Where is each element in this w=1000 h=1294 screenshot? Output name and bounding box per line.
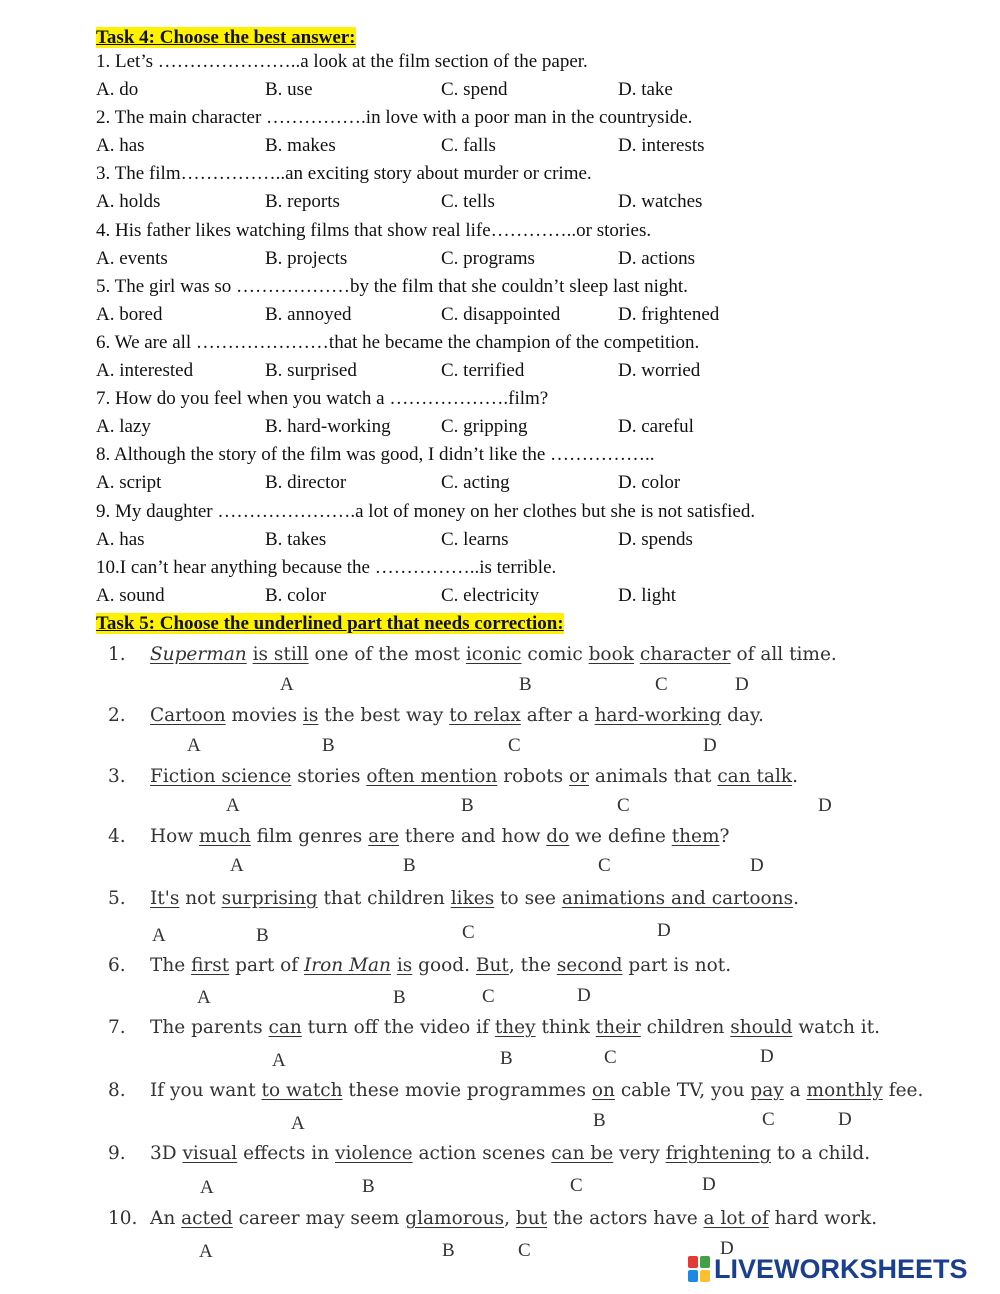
question-6-option-a[interactable]: A. interested <box>96 360 194 381</box>
task5-title: Task 5: Choose the underlined part that needs correction: <box>96 613 564 634</box>
plain-text: we define <box>569 826 672 847</box>
item-7-letter-c: C <box>604 1047 617 1068</box>
underlined-part-c[interactable]: their <box>595 1017 641 1038</box>
item-2-letter-a: A <box>187 735 201 756</box>
underlined-part-d[interactable]: a lot of <box>703 1208 769 1229</box>
question-10-option-a[interactable]: A. sound <box>96 584 165 606</box>
plain-text: effects in <box>237 1143 336 1164</box>
question-2: 2. The main character …………….in love with a poor man in the countryside. <box>96 107 693 129</box>
item-1-letter-a: A <box>280 674 294 695</box>
item-6-letter-a: A <box>197 987 211 1008</box>
plain-text: movies <box>225 705 303 726</box>
question-1: 1. Let’s …………………..a look at the film section of the paper. <box>96 51 588 72</box>
underlined-part-d[interactable]: But <box>475 955 509 976</box>
item-2-letter-c: C <box>508 735 521 756</box>
question-7: 7. How do you feel when you watch a ……………….film? <box>96 388 549 410</box>
underlined-part-b[interactable]: glamorous <box>405 1208 505 1229</box>
plain-text: not <box>179 888 222 909</box>
question-2-option-d[interactable]: D. interests <box>618 135 705 157</box>
question-3-option-d[interactable]: D. watches <box>618 191 703 213</box>
underlined-part-a[interactable]: acted <box>181 1208 233 1229</box>
plain-text: one of the most <box>308 644 466 665</box>
plain-text: to see <box>494 888 562 909</box>
underlined-part-b[interactable]: are <box>368 826 399 847</box>
plain-text: The parents <box>150 1017 269 1038</box>
question-4-option-b[interactable]: B. projects <box>265 247 348 269</box>
plain-text: , the <box>508 955 557 976</box>
plain-text: the actors have <box>547 1208 704 1229</box>
plain-text: these movie programmes <box>342 1080 592 1101</box>
underlined-part-b[interactable]: Iron Man <box>304 955 391 976</box>
item-9-letter-a: A <box>200 1177 214 1198</box>
item-7-letter-b: B <box>500 1048 513 1069</box>
item-9-letter-b: B <box>362 1176 375 1197</box>
plain-text: the best way <box>318 705 450 726</box>
plain-text: a <box>783 1080 807 1101</box>
underlined-part-c[interactable]: is <box>396 955 413 976</box>
plain-text: ? <box>719 826 730 847</box>
plain-text: think <box>535 1017 596 1038</box>
underlined-part-undefined[interactable]: second <box>556 955 623 976</box>
question-6-option-d[interactable]: D. worried <box>618 360 701 381</box>
underlined-part-undefined[interactable]: character <box>639 644 731 665</box>
item-1-letter-d: D <box>735 674 749 695</box>
logo-icon <box>688 1256 710 1282</box>
error-item-8 <box>108 1078 923 1104</box>
question-8: 8. Although the story of the film was good, I didn’t like the …………….. <box>96 444 655 466</box>
item-number: 3. <box>108 766 126 787</box>
question-3-option-a[interactable]: A. holds <box>96 191 161 213</box>
item-8-letter-c: C <box>762 1109 775 1130</box>
item-2-letter-d: D <box>703 735 717 756</box>
item-6-letter-c: C <box>482 986 495 1007</box>
question-2-option-a[interactable]: A. has <box>96 135 145 157</box>
question-4-option-a[interactable]: A. events <box>96 247 168 269</box>
plain-text: after a <box>520 705 595 726</box>
item-5-letter-b: B <box>256 925 269 946</box>
underlined-part-b[interactable]: they <box>494 1017 536 1038</box>
error-item-4 <box>108 824 729 850</box>
item-5-letter-a: A <box>152 925 166 946</box>
question-7-option-c[interactable]: C. gripping <box>441 416 528 438</box>
plain-text: The <box>150 955 192 976</box>
plain-text: . <box>792 766 798 787</box>
underlined-part-c[interactable]: do <box>546 826 570 847</box>
question-6: 6. We are all …………………that he became the champion of the competition. <box>96 332 700 353</box>
underlined-part-d[interactable]: monthly <box>806 1080 883 1101</box>
error-item-9 <box>108 1141 870 1167</box>
question-2-option-b[interactable]: B. makes <box>265 135 336 157</box>
item-10-letter-a: A <box>199 1241 213 1262</box>
item-9-letter-d: D <box>702 1174 716 1195</box>
plain-text: film genres <box>250 826 369 847</box>
question-10-option-c[interactable]: C. electricity <box>441 584 540 606</box>
underlined-part-d[interactable]: can talk <box>717 766 793 787</box>
item-9-letter-c: C <box>570 1175 583 1196</box>
underlined-part-d[interactable]: should <box>730 1017 793 1038</box>
plain-text: robots <box>497 766 570 787</box>
question-4-option-d[interactable]: D. actions <box>618 247 696 269</box>
underlined-part-d[interactable]: animations and cartoons <box>561 888 794 909</box>
plain-text: action scenes <box>412 1143 552 1164</box>
item-number: 9. <box>108 1143 126 1164</box>
underlined-part-a[interactable]: can <box>268 1017 302 1038</box>
plain-text: An <box>150 1208 182 1229</box>
item-4-letter-c: C <box>598 855 611 876</box>
question-9-option-b[interactable]: B. takes <box>265 528 327 550</box>
plain-text: cable TV, you <box>614 1080 751 1101</box>
item-10-letter-d: D <box>720 1238 734 1259</box>
plain-text: , <box>504 1208 516 1229</box>
question-7-option-d[interactable]: D. careful <box>618 416 694 438</box>
item-number: 5. <box>108 888 126 909</box>
question-1-option-c[interactable]: C. spend <box>441 79 508 100</box>
plain-text: fee. <box>882 1080 924 1101</box>
item-8-letter-a: A <box>291 1113 305 1134</box>
underlined-part-c[interactable]: but <box>515 1208 548 1229</box>
underlined-part-c[interactable]: to relax <box>449 705 521 726</box>
item-number: 10. <box>108 1208 138 1229</box>
item-5-letter-c: C <box>462 922 475 943</box>
underlined-part-b[interactable]: surprising <box>221 888 318 909</box>
question-3-option-b[interactable]: B. reports <box>265 191 340 213</box>
plain-text: that children <box>317 888 451 909</box>
question-9-option-c[interactable]: C. learns <box>441 528 509 550</box>
item-3-letter-b: B <box>461 795 474 816</box>
error-item-10 <box>108 1206 877 1232</box>
error-item-6 <box>108 953 731 979</box>
question-8-option-c[interactable]: C. acting <box>441 472 510 494</box>
plain-text: . <box>793 888 799 909</box>
question-10: 10.I can’t hear anything because the ……………..is terrible. <box>96 556 557 578</box>
question-5-option-d[interactable]: D. frightened <box>618 303 720 325</box>
question-6-option-b[interactable]: B. surprised <box>265 360 357 381</box>
underlined-part-a[interactable]: much <box>199 826 251 847</box>
item-4-letter-a: A <box>230 855 244 876</box>
underlined-part-d[interactable]: them <box>671 826 720 847</box>
question-9: 9. My daughter ………………….a lot of money on her clothes but she is not satisfied. <box>96 500 756 522</box>
question-1-option-b[interactable]: B. use <box>265 79 313 100</box>
question-8-option-d[interactable]: D. color <box>618 472 681 494</box>
item-5-letter-d: D <box>657 920 671 941</box>
item-7-letter-d: D <box>760 1046 774 1067</box>
item-6-letter-d: D <box>577 985 591 1006</box>
question-4-option-c[interactable]: C. programs <box>441 247 535 269</box>
plain-text: good. <box>412 955 476 976</box>
underlined-part-c[interactable]: likes <box>450 888 495 909</box>
question-3: 3. The film……………..an exciting story about murder or crime. <box>96 163 592 185</box>
underlined-part-c[interactable]: pay <box>750 1080 784 1101</box>
underlined-part-a[interactable]: first <box>191 955 230 976</box>
item-4-letter-d: D <box>750 855 764 876</box>
question-9-option-a[interactable]: A. has <box>96 528 145 550</box>
underlined-part-d[interactable]: book <box>588 644 634 665</box>
question-1-option-d[interactable]: D. take <box>618 79 673 100</box>
question-7-option-a[interactable]: A. lazy <box>96 416 151 438</box>
underlined-part-a[interactable]: to watch <box>261 1080 343 1101</box>
item-8-letter-b: B <box>593 1110 606 1131</box>
question-8-option-a[interactable]: A. script <box>96 472 162 494</box>
plain-text: 3D <box>150 1143 183 1164</box>
error-item-3 <box>108 764 798 790</box>
plain-text: day. <box>721 705 764 726</box>
item-1-letter-b: B <box>519 674 532 695</box>
item-3-letter-a: A <box>226 795 240 816</box>
underlined-part-b[interactable]: is still <box>252 644 309 665</box>
question-1-option-a[interactable]: A. do <box>96 79 139 100</box>
underlined-part-b[interactable]: is <box>302 705 319 726</box>
question-8-option-b[interactable]: B. director <box>265 472 347 494</box>
underlined-part-a[interactable]: visual <box>182 1143 238 1164</box>
underlined-part-c[interactable]: can be <box>551 1143 614 1164</box>
question-5: 5. The girl was so ………………by the film that she couldn’t sleep last night. <box>96 275 688 297</box>
plain-text: comic <box>521 644 589 665</box>
underlined-part-d[interactable]: frightening <box>665 1143 772 1164</box>
plain-text: part is not. <box>622 955 732 976</box>
plain-text: there and how <box>399 826 547 847</box>
question-5-option-c[interactable]: C. disappointed <box>441 303 561 325</box>
question-10-option-b[interactable]: B. color <box>265 584 327 606</box>
question-9-option-d[interactable]: D. spends <box>618 528 693 550</box>
error-item-2 <box>108 703 764 729</box>
error-item-1 <box>108 642 837 668</box>
question-7-option-b[interactable]: B. hard-working <box>265 416 391 438</box>
plain-text: part of <box>229 955 304 976</box>
item-number: 4. <box>108 826 126 847</box>
plain-text: How <box>150 826 199 847</box>
question-4: 4. His father likes watching films that show real life…………..or stories. <box>96 219 652 241</box>
item-6-letter-b: B <box>393 987 406 1008</box>
error-item-5 <box>108 886 799 912</box>
item-number: 2. <box>108 705 126 726</box>
plain-text: career may seem <box>232 1208 406 1229</box>
underlined-part-a[interactable]: It's <box>150 888 180 909</box>
item-2-letter-b: B <box>322 735 335 756</box>
underlined-part-a[interactable]: Cartoon <box>150 705 226 726</box>
plain-text: to a child. <box>771 1143 871 1164</box>
plain-text: turn off the video if <box>301 1017 495 1038</box>
plain-text: of all time. <box>730 644 837 665</box>
item-10-letter-b: B <box>442 1240 455 1261</box>
question-6-option-c[interactable]: C. terrified <box>441 360 525 381</box>
item-number: 7. <box>108 1017 126 1038</box>
question-3-option-c[interactable]: C. tells <box>441 191 495 213</box>
liveworksheets-logo <box>688 1254 968 1284</box>
question-5-option-a[interactable]: A. bored <box>96 303 163 325</box>
item-10-letter-c: C <box>518 1240 531 1261</box>
plain-text: very <box>613 1143 666 1164</box>
underlined-part-c[interactable]: or <box>569 766 589 787</box>
plain-text: hard work. <box>768 1208 878 1229</box>
item-3-letter-c: C <box>617 795 630 816</box>
item-8-letter-d: D <box>838 1109 852 1130</box>
underlined-part-a[interactable]: Superman <box>150 644 247 665</box>
item-1-letter-c: C <box>655 674 668 695</box>
plain-text: children <box>640 1017 731 1038</box>
underlined-part-b[interactable]: on <box>591 1080 615 1101</box>
item-4-letter-b: B <box>403 855 416 876</box>
plain-text: stories <box>291 766 367 787</box>
plain-text: animals that <box>589 766 718 787</box>
plain-text: If you want <box>150 1080 262 1101</box>
item-3-letter-d: D <box>818 795 832 816</box>
question-5-option-b[interactable]: B. annoyed <box>265 303 352 325</box>
underlined-part-c[interactable]: iconic <box>465 644 522 665</box>
plain-text: watch it. <box>792 1017 881 1038</box>
item-number: 1. <box>108 644 126 665</box>
item-number: 6. <box>108 955 126 976</box>
error-item-7 <box>108 1015 880 1041</box>
logo-text: LIVEWORKSHEETS <box>714 1253 968 1284</box>
question-10-option-d[interactable]: D. light <box>618 584 677 606</box>
underlined-part-a[interactable]: Fiction science <box>150 766 292 787</box>
underlined-part-b[interactable]: violence <box>335 1143 413 1164</box>
item-7-letter-a: A <box>272 1050 286 1071</box>
task4-title: Task 4: Choose the best answer: <box>96 27 356 48</box>
underlined-part-b[interactable]: often mention <box>366 766 498 787</box>
underlined-part-d[interactable]: hard-working <box>594 705 722 726</box>
item-number: 8. <box>108 1080 126 1101</box>
question-2-option-c[interactable]: C. falls <box>441 135 496 157</box>
